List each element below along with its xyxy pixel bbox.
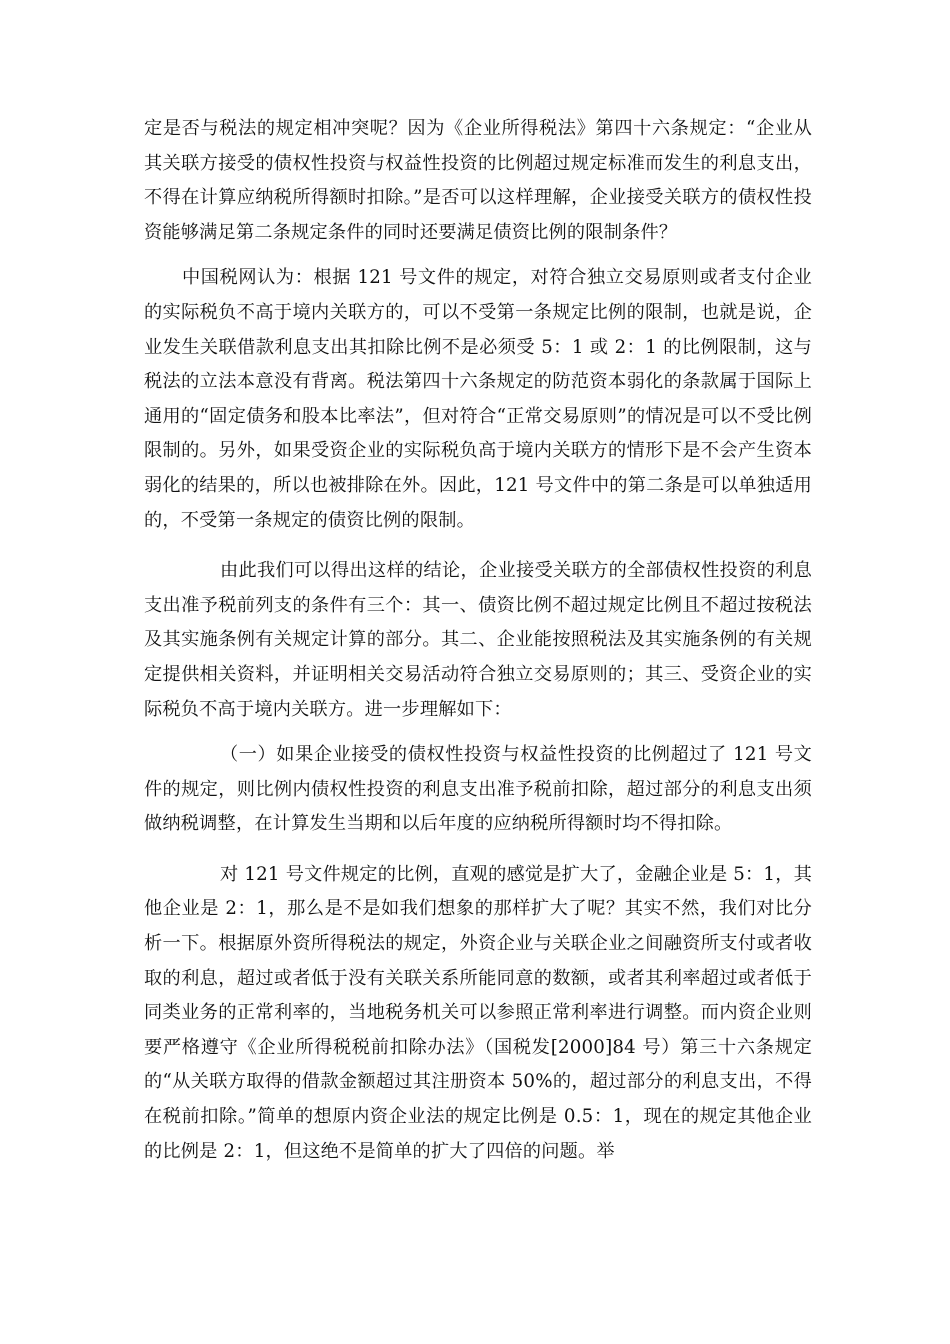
document-body [144,112,812,1169]
paragraph-item-one: （一）如果企业接受的债权性投资与权益性投资的比例超过了 121 号文件的规定，则比例内债权性投资的利息支出准予税前扣除，超过部分的利息支出须做纳税调整，在计算发生当期和以后年度的应纳税所得额时均不得扣除。 [144,744,812,835]
paragraph-question: 定是否与税法的规定相冲突呢？因为《企业所得税法》第四十六条规定：“企业从其关联方接受的债权性投资与权益性投资的比例超过规定标准而发生的利息支出，不得在计算应纳税所得额时扣除。”是否可以这样理解，企业接受关联方的债权性投资能够满足第二条规定条件的同时还要满足债资比例的限制条件？ [144,118,812,243]
paragraph-answer: 中国税网认为：根据 121 号文件的规定，对符合独立交易原则或者支付企业的实际税负不高于境内关联方的，可以不受第一条规定比例的限制，也就是说，企业发生关联借款利息支出其扣除比例不是必须受 5：1 或 2：1 的比例限制，这与税法的立法本意没有背离。税法第四十六条规定的防范资本弱化的条款属于国际上通用的“固定债务和股本比率法”，但对符合“正常交易原则”的情况是可以不受比例限制的。另外，如果受资企业的实际税负高于境内关联方的情形下是不会产生资本弱化的结果的，所以也被排除在外。因此，121 号文件中的第二条是可以单独适用的，不受第一条规定的债资比例的限制。 [144,267,812,531]
paragraph-ratio-analysis: 对 121 号文件规定的比例，直观的感觉是扩大了，金融企业是 5：1，其他企业是 2：1，那么是不是如我们想象的那样扩大了呢？其实不然，我们对比分析一下。根据原外资所得税法的规定，外资企业与关联企业之间融资所支付或者收取的利息，超过或者低于没有关联关系所能同意的数额，或者其利率超过或者低于同类业务的正常利率的，当地税务机关可以参照正常利率进行调整。而内资企业则要严格遵守《企业所得税税前扣除办法》（国税发[2000]84 号）第三十六条规定的“从关联方取得的借款金额超过其注册资本 50%的，超过部分的利息支出，不得在税前扣除。”简单的想原内资企业法的规定比例是 0.5：1，现在的规定其他企业的比例是 2：1，但这绝不是简单的扩大了四倍的问题。举 [144,863,812,1162]
paragraph-conclusion: 由此我们可以得出这样的结论，企业接受关联方的全部债权性投资的利息支出准予税前列支的条件有三个：其一、债资比例不超过规定比例且不超过按税法及其实施条例有关规定计算的部分。其二、企业能按照税法及其实施条例的有关规定提供相关资料，并证明相关交易活动符合独立交易原则的；其三、受资企业的实际税负不高于境内关联方。进一步理解如下： [144,560,812,720]
